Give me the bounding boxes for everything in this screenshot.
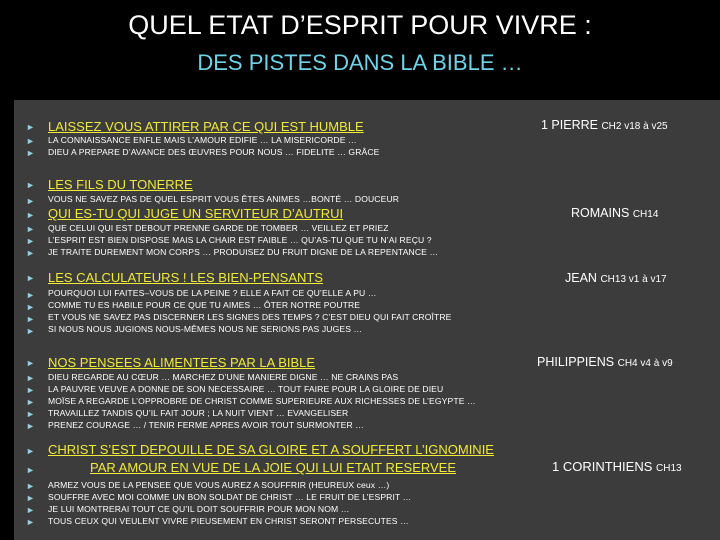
slide-subtitle: DES PISTES DANS LA BIBLE … (197, 50, 523, 75)
section-reference: PHILIPPIENS CH4 v4 à v9 (537, 355, 673, 369)
content-panel (14, 100, 720, 540)
bullet-icon: ► (26, 236, 35, 246)
bullet-icon: ► (26, 493, 35, 503)
bullet-icon: ► (26, 210, 35, 220)
section-line: JE TRAITE DUREMENT MON CORPS … PRODUISEZ DU FRUIT DIGNE DE LA REPENTANCE … (48, 247, 439, 257)
section-reference: 1 PIERRE CH2 v18 à v25 (541, 118, 668, 132)
section-reference: JEAN CH13 v1 à v17 (565, 271, 667, 285)
bullet-icon: ► (26, 273, 35, 283)
section-heading: LAISSEZ VOUS ATTIRER PAR CE QUI EST HUMBLE (48, 119, 364, 134)
section-heading-continued: PAR AMOUR EN VUE DE LA JOIE QUI LUI ETAIT RESERVEE (90, 460, 457, 475)
bullet-icon: ► (26, 481, 35, 491)
section-line: SI NOUS NOUS JUGIONS NOUS-MÊMES NOUS NE SERIONS PAS JUGES … (48, 324, 363, 334)
section-line: SOUFFRE AVEC MOI COMME UN BON SOLDAT DE CHRIST … LE FRUIT DE L’ESPRIT … (48, 492, 412, 502)
bullet-icon: ► (26, 302, 35, 312)
section-line: TOUS CEUX QUI VEULENT VIVRE PIEUSEMENT EN CHRIST SERONT PERSECUTES … (48, 516, 409, 526)
section-line: ARMEZ VOUS DE LA PENSEE QUE VOUS AUREZ A SOUFFRIR (HEUREUX ceux …) (48, 480, 390, 490)
section-line: QUE CELUI QUI EST DEBOUT PRENNE GARDE DE TOMBER … VEILLEZ ET PRIEZ (48, 223, 389, 233)
section-heading: NOS PENSEES ALIMENTEES PAR LA BIBLE (48, 355, 316, 370)
section-line: LA PAUVRE VEUVE A DONNE DE SON NECESSAIRE … TOUT FAIRE POUR LA GLOIRE DE DIEU (48, 384, 444, 394)
section-heading: LES CALCULATEURS ! LES BIEN-PENSANTS (48, 270, 324, 285)
section-heading: QUI ES-TU QUI JUGE UN SERVITEUR D’AUTRUI (48, 206, 344, 221)
section-line: JE LUI MONTRERAI TOUT CE QU’IL DOIT SOUFFRIR POUR MON NOM … (48, 504, 350, 514)
section-line: DIEU REGARDE AU CŒUR … MARCHEZ D’UNE MANIERE DIGNE … NE CRAINS PAS (48, 372, 399, 382)
section-line: ET VOUS NE SAVEZ PAS DISCERNER LES SIGNES DES TEMPS ? C’EST DIEU QUI FAIT CROÎTRE (48, 312, 452, 322)
bullet-icon: ► (26, 326, 35, 336)
bullet-icon: ► (26, 290, 35, 300)
bullet-icon: ► (26, 505, 35, 515)
bullet-icon: ► (26, 358, 35, 368)
section-heading: CHRIST S’EST DEPOUILLE DE SA GLOIRE ET A SOUFFERT L’IGNOMINIE (48, 442, 494, 457)
section-line: MOÏSE A REGARDE L’OPPROBRE DE CHRIST COMME SUPERIEURE AUX RICHESSES DE L’EGYPTE … (48, 396, 476, 406)
bullet-icon: ► (26, 409, 35, 419)
bullet-icon: ► (26, 421, 35, 431)
bullet-icon: ► (26, 122, 35, 132)
section-line: VOUS NE SAVEZ PAS DE QUEL ESPRIT VOUS ÊTES ANIMES …BONTÉ … DOUCEUR (48, 194, 400, 204)
section-heading: LES FILS DU TONERRE (48, 177, 193, 192)
bullet-icon: ► (26, 314, 35, 324)
bullet-icon: ► (26, 385, 35, 395)
bullet-icon: ► (26, 180, 35, 190)
bullet-icon: ► (26, 136, 35, 146)
section-line: PRENEZ COURAGE … / TENIR FERME APRES AVOIR TOUT SURMONTER … (48, 420, 364, 430)
bullet-icon: ► (26, 517, 35, 527)
bullet-icon: ► (26, 196, 35, 206)
bullet-icon: ► (26, 248, 35, 258)
bullet-icon: ► (26, 224, 35, 234)
section-reference: ROMAINS CH14 (571, 206, 659, 220)
section-line: TRAVAILLEZ TANDIS QU’IL FAIT JOUR ; LA NUIT VIENT … EVANGELISER (48, 408, 349, 418)
section-line: L’ESPRIT EST BIEN DISPOSE MAIS LA CHAIR EST FAIBLE … QU’AS-TU QUE TU N’AI REÇU ? (48, 235, 432, 245)
bullet-icon: ► (26, 446, 35, 456)
bullet-icon: ► (26, 148, 35, 158)
section-line: LA CONNAISSANCE ENFLE MAIS L’AMOUR EDIFIE … LA MISERICORDE … (48, 135, 357, 145)
section-line: COMME TU ES HABILE POUR CE QUE TU AIMES … ÔTER NOTRE POUTRE (48, 300, 361, 310)
bullet-icon: ► (26, 397, 35, 407)
bullet-icon: ► (26, 465, 35, 475)
bullet-icon: ► (26, 373, 35, 383)
slide-title: QUEL ETAT D’ESPRIT POUR VIVRE : (128, 10, 592, 40)
section-reference: 1 CORINTHIENS CH13 (552, 459, 682, 474)
section-line: POURQUOI LUI FAITES–VOUS DE LA PEINE ? ELLE A FAIT CE QU’ELLE A PU … (48, 288, 377, 298)
section-line: DIEU A PREPARE D’AVANCE DES ŒUVRES POUR NOUS … FIDELITE … GRÂCE (48, 147, 380, 157)
